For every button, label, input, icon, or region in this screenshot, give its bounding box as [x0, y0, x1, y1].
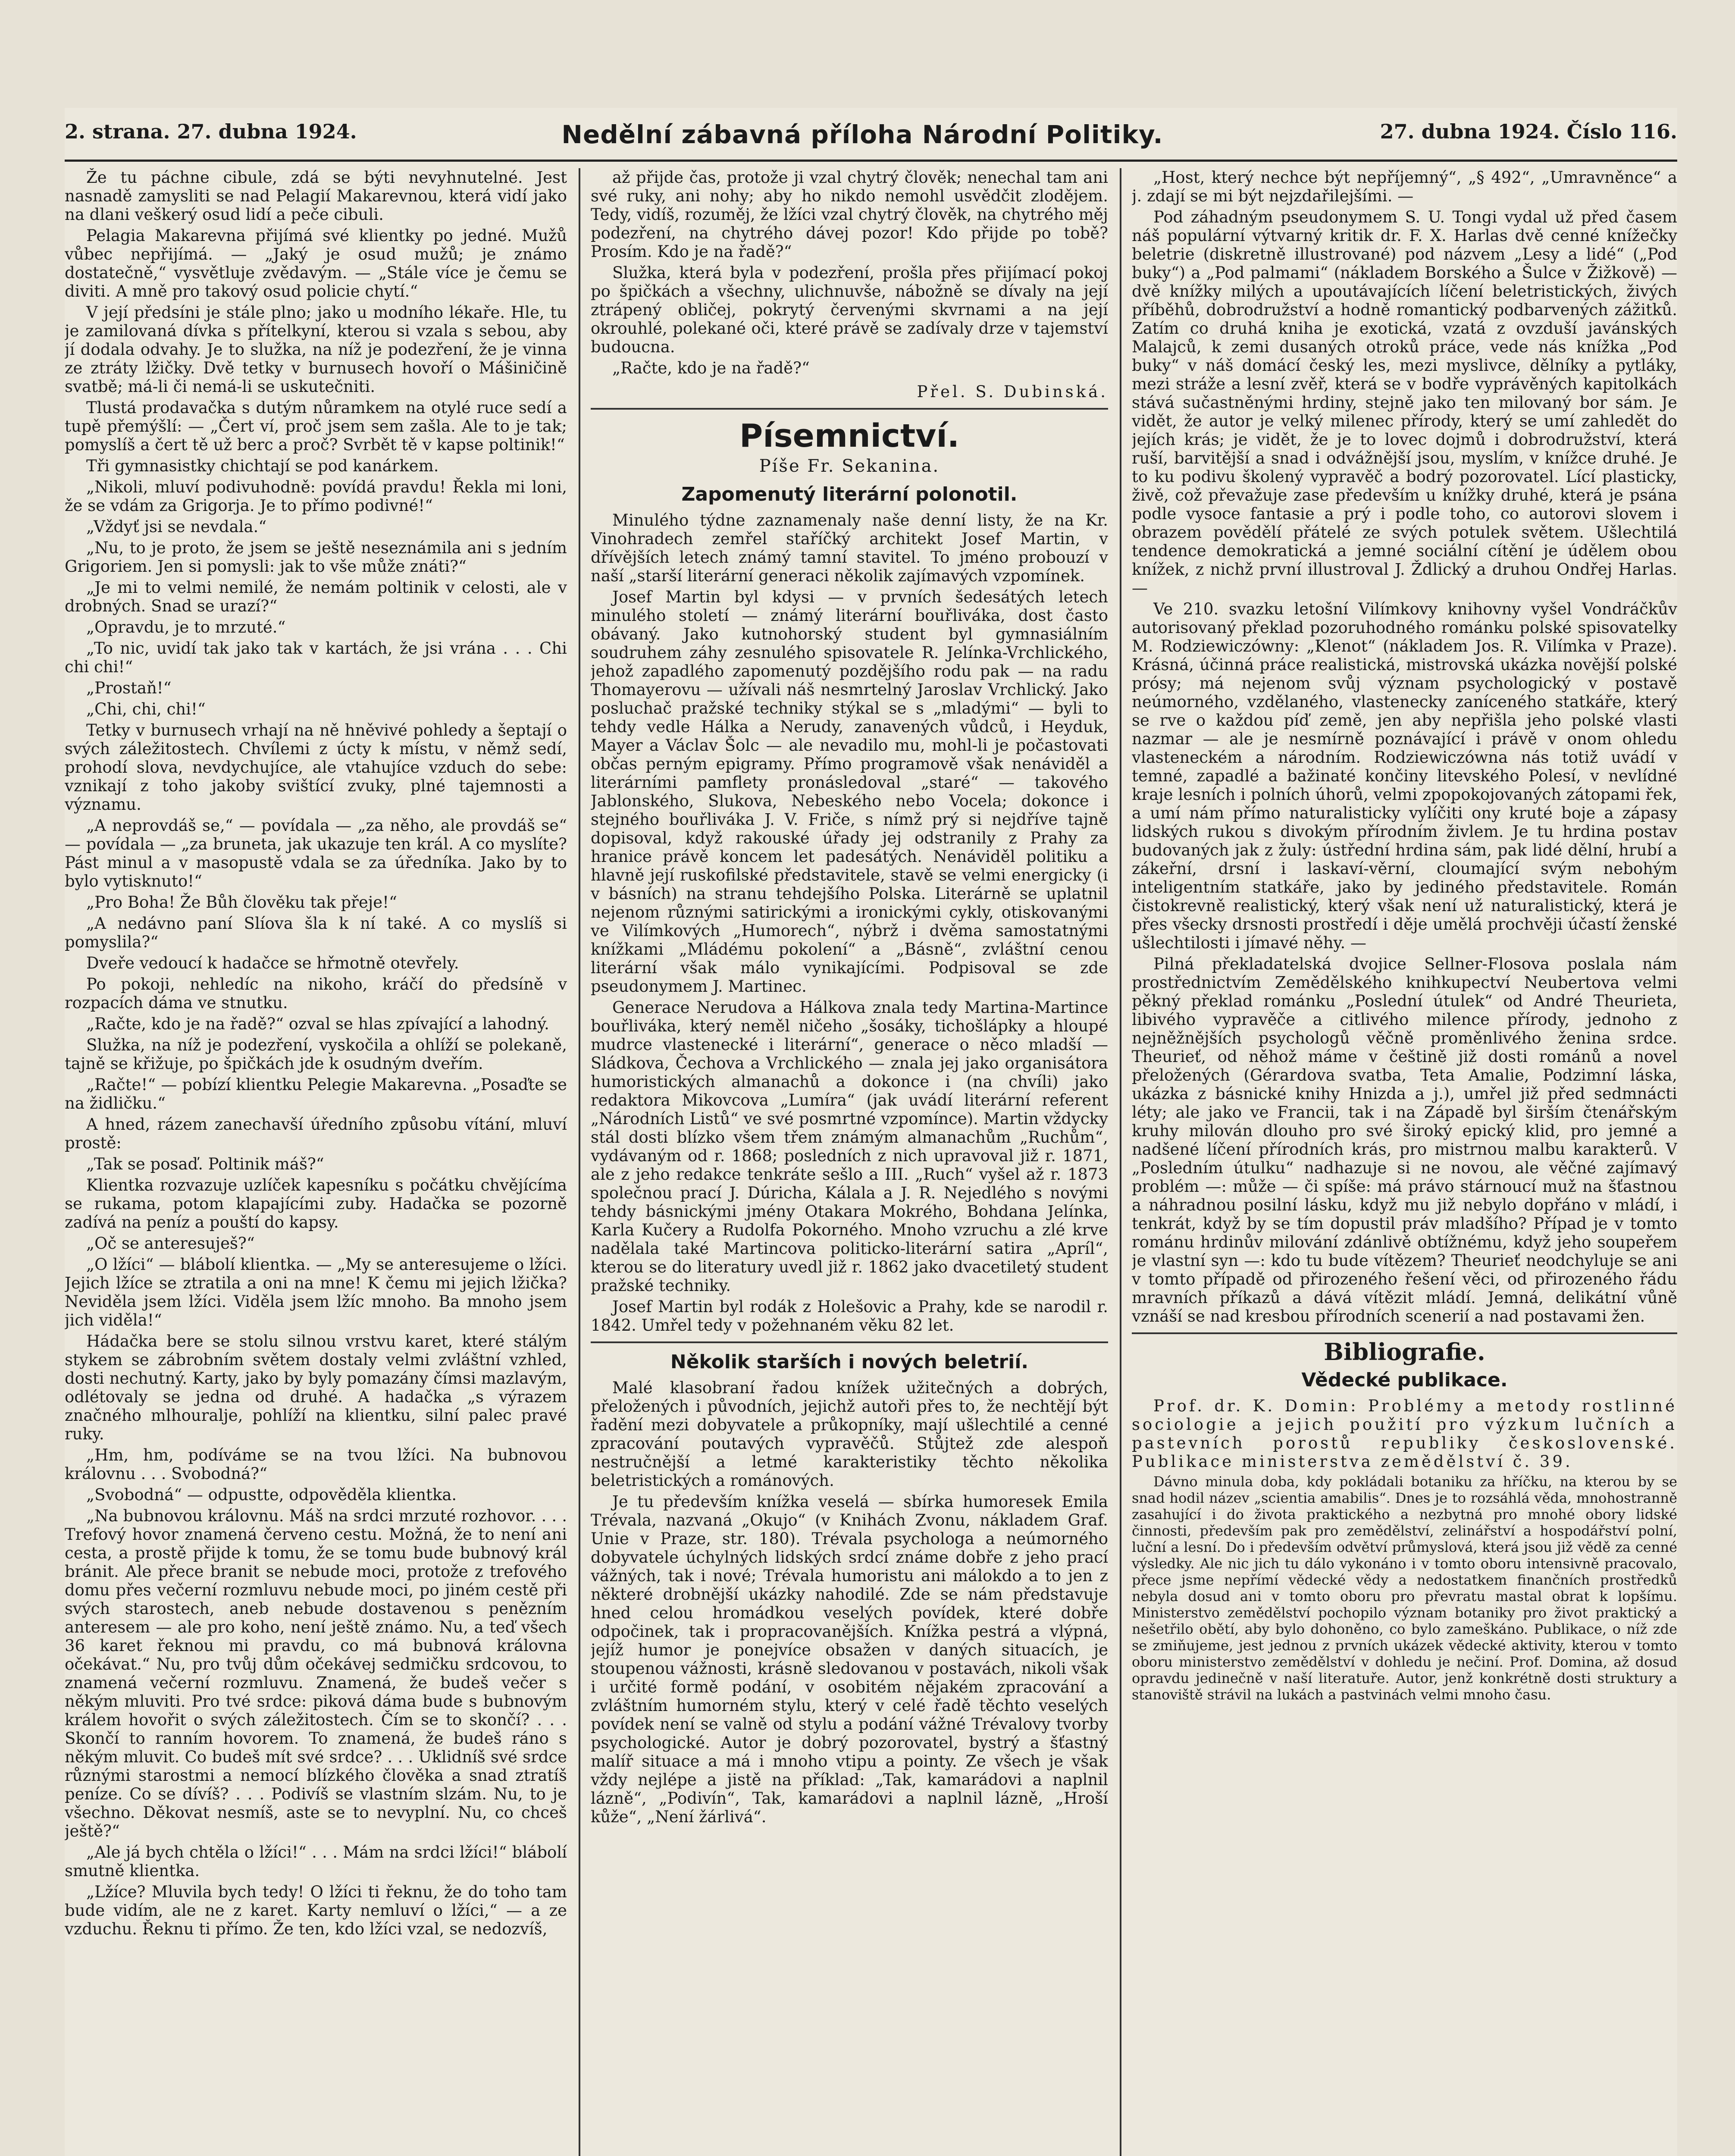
paragraph: „Je mi to velmi nemilé, že nemám poltinik v celosti, ale v drobných. Snad se urazí?“	[65, 578, 567, 615]
paragraph: „Vždyť jsi se nevdala.“	[86, 517, 267, 536]
section-byline: Píše Fr. Sekanina.	[759, 456, 940, 476]
column-literature	[591, 168, 1108, 2156]
paragraph: Pilná překladatelská dvojice Sellner-Flosova poslala nám prostřednictvím Zemědělského knihkupectví Neubertova velmi pěkný překlad románku „Poslední útulek“ od André Theurieta, libivého vypravěče a citlivého milence přírody, jednoho z nejněžnějších psychologů věčně proměnlivého ženina srdce. Theurieť, od něhož máme v češtině již dosti románů a novel přeložených (Gérardova svatba, Teta Amalie, Podzimní láska, ukázka z básnické knihy Hnizda a j.), umřel již před sedmnácti léty; ale jako ve Francii, tak i na Západě byl širším čtenářským kruhy milován dlouho pro své široký epický klid, pro jemné a nadšené líčení přírodních krás, pro mistrnou malbu karakterů. V „Posledním útulku“ nadhazuje si ne novou, ale věčné zajímavý problém —: může — či spíše: má právo stárnoucí muž na šťastnou a náhradnou posilní lásku, když mu již nebylo dopřáno v mládí, i tenkrát, když by se tím dopustil práv mladšího? Případ je v tomto románu hrdinův milování zdánlivě obtížnému, když jeho soupeřem je vlastní syn —: kdo tu bude vítězem? Theurieť neodchyluje se ani v tomto případě od přirozeného řešení věci, od přirozeného řádu mravních příkazů a dává vítězit mládí. Jemná, delikátní vůně vznáší se nad kresbou přírodních scenerií a nad postavami žen.	[1132, 955, 1677, 1326]
paragraph: Dveře vedoucí k hadačce se hřmotně otevřely.	[86, 954, 459, 972]
header-supplement-title: Nedělní zábavná příloha Národní Politiky.	[561, 120, 1163, 149]
paragraph: „Račte, kdo je na řadě?“	[612, 359, 810, 377]
paragraph: Tři gymnasistky chichtají se pod kanárkem.	[86, 457, 439, 475]
article-title: Zapomenutý literární polonotil.	[681, 483, 1018, 505]
column-story	[65, 168, 567, 2156]
paragraph: Že tu páchne cibule, zdá se býti nevyhnutelné. Jest nasnadě zamysliti se nad Pelagií Makarevnou, která vidí jako na dlani veškerý osud lidí a peče cibuli.	[65, 168, 567, 224]
column-divider-1	[579, 168, 580, 2156]
paragraph: „O lžíci“ — blábolí klientka. — „My se anteresujeme o lžíci. Jejich lžíce se ztratila a oni na mne! K čemu mi jejich lžička? Neviděla jsem lžíci. Viděla jsem lžíc mnoho. Ba mnoho jsem jich viděla!“	[65, 1255, 567, 1329]
column-reviews	[1132, 168, 1677, 2156]
paragraph: „Hm, hm, podíváme se na tvou lžíci. Na bubnovou královnu . . . Svobodná?“	[65, 1446, 567, 1483]
paragraph: „Chi, chi, chi!“	[86, 700, 206, 718]
paragraph: „Opravdu, je to mrzuté.“	[86, 618, 286, 636]
paragraph: „Prostaň!“	[86, 679, 172, 697]
section-title: Písemnictví.	[739, 417, 959, 454]
header-page-date: 2. strana. 27. dubna 1924.	[65, 120, 357, 143]
paragraph: Je tu především knížka veselá — sbírka humoresek Emila Trévala, nazvaná „Okujo“ (v Knihách Zvonu, nákladem Graf. Unie v Praze, str. 180). Trévala psychologa a neúmorného dobyvatele úchylných lidských srdcí známe dobře z jeho prací vážných, tak i nové; Trévala humoristu ani málokdo a to jen z některé drobnější ukázky nahodilé. Zde se nám představuje hned celou hromádkou veselých povídek, které dobře odpočinek, tak i propracovanějších. Knížka pestrá a vlýpná, jejíž humor je ponejvíce obsažen v daných situacích, je stoupenou vážnosti, krásně sledovanou v postavách, nikoli však i určité formě podání, v osobitém nějakém zpracování a zvláštním humorném stylu, který v celé řadě těchto veselých povídek není se valně od stylu a podání vážné Trévalovy tvorby psychologické. Autor je dobrý pozorovatel, bystrý a šťastný malíř situace a má i mnoho vtipu a pointy. Ze všech je však vždy nejlépe a jistě na příklad: „Tak, kamarádovi a naplnil lázně“, „Podivín“, Tak, kamarádovi a naplnil lázně, „Hroší kůže“, „Není žárlivá“.	[591, 1492, 1108, 1826]
paragraph: Hádačka bere se stolu silnou vrstvu karet, které stálým stykem se zábrobním světem dostaly velmi zvláštní vzhled, dosti nechutný. Karty, jako by byly pomazány čímsi mazlavým, odlétovaly se jedna od druhé. A hadačka „s výrazem značného mlhouralje, pohlíží na klientku, silní palec pravé ruky.	[65, 1332, 567, 1443]
section-separator	[591, 408, 1108, 410]
paragraph: „To nic, uvidí tak jako tak v kartách, že jsi vrána . . . Chi chi chi!“	[65, 639, 567, 676]
paragraph: Po pokoji, nehledíc na nikoho, kráčí do předsíně v rozpacích dáma ve stnutku.	[65, 975, 567, 1012]
newspaper-page	[65, 108, 1677, 2156]
article-title: Několik starších i nových beletrií.	[670, 1351, 1029, 1373]
bibliography-subtitle: Vědecké publikace.	[1301, 1369, 1508, 1391]
paragraph: „Račte, kdo je na řadě?“ ozval se hlas zpívající a lahodný.	[86, 1015, 549, 1033]
translator-signature: Přel. S. Dubinská.	[917, 382, 1108, 401]
paragraph: až přijde čas, protože ji vzal chytrý člověk; nenechal tam ani své ruky, ani nohy; aby ho nikdo nemohl usvědčit zlodějem. Tedy, vidíš, rozuměj, že lžíci vzal chytrý člověk, na chytrého měj podezření, na chytrého dávej pozor! Kdo přijde po tobě? Prosím. Kdo je na řadě?“	[591, 168, 1108, 261]
paragraph: „Svobodná“ — odpustte, odpověděla klientka.	[86, 1485, 457, 1504]
paragraph: V její předsíni je stále plno; jako u modního lékaře. Hle, tu je zamilovaná dívka s přítelkyní, kterou si vzala s sebou, aby jí dodala odvahy. Je to služka, na níž je podezření, že je vinna ze ztráty lžičky. Dvě tetky v burnusech hovoří o Mášiničině svatbě; má-li či nemá-li se uskutečniti.	[65, 303, 567, 396]
paragraph: Služka, na níž je podezření, vyskočila a ohlíží se polekaně, tajně se křižuje, po špičkách jde k osudným dveřím.	[65, 1036, 567, 1073]
bibliography-entry: Prof. dr. K. Domin: Problémy a metody rostlinné sociologie a jejich použití pro výzkum lučních a pastevních porostů republiky československé. Publikace ministerstva zemědělství č. 39.	[1132, 1397, 1677, 1471]
paragraph: Malé klasobraní řadou knížek užitečných a dobrých, přeložených i původních, jejichž autoři přes to, že nechtějí být řadění mezi dobyvatele a průkopníky, mají ušlechtilé a cenné zpracování poutavých vypravěčů. Stůjtež zde alespoň nestručnější a letmé karakteristiky těchto několika beletristických a románových.	[591, 1379, 1108, 1490]
paragraph: „Host, který nechce být nepříjemný“, „§ 492“, „Umravněnce“ a j. zdají se mi být nejzdařilejšími. —	[1132, 168, 1677, 205]
paragraph: „Lžíce? Mluvila bych tedy! O lžíci ti řeknu, že do toho tam bude vidím, ale ne z karet. Karty nemluví o lžíci,“ — a ze vzduchu. Řeknu ti přímo. Že ten, kdo lžíci vzal, se nedozvíš,	[65, 1883, 567, 1938]
bibliography-title: Bibliografie.	[1324, 1338, 1485, 1366]
paragraph: Klientka rozvazuje uzlíček kapesníku s počátku chvějícíma se rukama, potom klapajícími zuby. Hadačka se pozorně zadívá na peníz a pouští do kapsy.	[65, 1176, 567, 1232]
paragraph: „Ale já bych chtěla o lžíci!“ . . . Mám na srdci lžíci!“ blábolí smutně klientka.	[65, 1843, 567, 1880]
paragraph: Služka, která byla v podezření, prošla přes přijímací pokoj po špičkách a všechny, ulichnuvše, nábožně se dívaly na její ztrápený obličej, pokrytý červenými skvrnami a na její okrouhlé, polekané oči, které právě se zadívaly drze v tajemství budoucna.	[591, 263, 1108, 356]
column-divider-2	[1120, 168, 1121, 2156]
paragraph: Minulého týdne zaznamenaly naše denní listy, že na Kr. Vinohradech zemřel staříčký architekt Josef Martin, v dřívějších letech známý tamní stavitel. To jméno probouzí v naší „starší literární generaci několik zajímavých vzpomínek.	[591, 511, 1108, 585]
paragraph: Tlustá prodavačka s dutým nůramkem na otylé ruce sedí a tupě přemýšlí: — „Čert ví, proč jsem sem zašla. Ale to je tak; pomyslíš a čert tě už berc a proč? Svrbět tě v kapse poltinik!“	[65, 398, 567, 454]
header-issue-number: 27. dubna 1924. Číslo 116.	[1380, 120, 1677, 143]
paragraph: Josef Martin byl rodák z Holešovic a Prahy, kde se narodil r. 1842. Umřel tedy v požehnaném věku 82 let.	[591, 1297, 1108, 1335]
paragraph: Tetky v burnusech vrhají na ně hněvivé pohledy a šeptají o svých záležitostech. Chvílemi z úcty k místu, v němž sedí, prohodí slova, nevdychujíce, ale vtahujíce vzduch do sebe: vznikají z toho jakoby svištící zvuky, plné tajemnosti a významu.	[65, 721, 567, 814]
paragraph: „Pro Boha! Že Bůh člověku tak přeje!“	[86, 893, 397, 912]
paragraph: Ve 210. svazku letošní Vilímkovy knihovny vyšel Vondráčkův autorisovaný překlad pozoruhodného románku polské spisovatelky M. Rodziewiczówny: „Klenot“ (nákladem Jos. R. Vilímka v Praze). Krásná, účinná práce realistická, mistrovská ukázka novější polské prósy; má nejenom svůj význam psychologický v postavě neúmorného, vzdělaného, vlastenecky zaníceného statkáře, který se rve o každou píď země, jen aby nepřišla jeho polské vlasti nazmar — ale je nesmírně poznávající i právě v onom ohledu vlasteneckém a národním. Rodziewiczówna nás totiž uvádí v temné, zapadlé a bažinaté končiny litevského Polesí, v nevlídné kraje lesních i polních úhorů, velmi zpopokojovaných zátopami řek, a umí nám přímo naturalisticky vylíčiti ony kruté boje a zápasy lidských rukou s divokým přírodním živlem. Je tu hrdina postav budovaných jak z žuly: ústřední hrdina sám, pak lidé dělní, hrubí a zákeřní, drsní i laskaví-věrní, cloumající svým nebohým inteligentním statkáře, jako by jediného představitele. Román čistokrevně realistický, který však není už naturalistický, která je přes všecky drsnosti prostředí i děje umělá prochvěji účastí ženské ušlechtilosti i jímavé něhy. —	[1132, 600, 1677, 952]
paragraph: „Nikoli, mluví podivuhodně: povídá pravdu! Řekla mi loni, že se vdám za Grigorja. Je to přímo podivné!“	[65, 478, 567, 515]
paragraph: „Na bubnovou královnu. Máš na srdci mrzuté rozhovor. . . . Trefový hovor znamená červeno cestu. Možná, že to není ani cesta, a prostě přijde k tomu, že se tomu bude bubnový král bránit. Ale přece branit se nebude moci, protože z trefového domu přes večerní rozmluvu nebude moci, po jiném cestě při svých starostech, aneb nebude dostavenou s penězním anteresem — ale pro koho, není ještě známo. Nu, a teď všech 36 karet řeknou mi pravdu, co má bubnová královna očekávat.“ Nu, pro tvůj dům očekávej sedmičku srdcovou, to znamená večerní rozmluvu. Znamená, že budeš večer s někým mluviti. Pro tvé srdce: piková dáma bude s bubnovým králem hovořit o svých záležitostech. Čím se to skončí? . . . Skončí to ranním hovorem. To znamená, že budeš ráno s někým mluvit. Co budeš mít své srdce? . . . Uklidníš své srdce různými starostmi a nemocí blízkého člověka a snad ztratíš peníze. Co se dívíš? . . . Podivíš se vlastním slzám. Nu, to je všechno. Děkovat nesmíš, aste se to nevyplní. Nu, co chceš ještě?“	[65, 1507, 567, 1840]
paragraph: Generace Nerudova a Hálkova znala tedy Martina-Martince bouřliváka, který neměl ničeho „šosáky, tichošlápky a hloupé mudrce vlastenecké i literární“, generace o něco mladší — Sládkova, Čechova a Vrchlického — znala jej jako organisátora humoristických almanachů a dokonce i (na chvíli) jako redaktora Mikovcova „Lumíra“ (jak uvádí literární referent „Národních Listů“ ve své posmrtné vzpomínce). Martin vždycky stál dosti blízko všem třem známým almanachům „Ruchům“, vydávaným od r. 1868; posledních z nich upravoval již r. 1871, ale z jeho redakce tenkráte sešlo a III. „Ruch“ vyšel až r. 1873 společnou prací J. Dúricha, Kálala a J. R. Nejedlého s novými tehdy básnickými jmény Otakara Mokrého, Bohdana Jelínka, Karla Kučery a Rudolfa Pokorného. Mnoho vzruchu a zlé krve nadělala také Martincova politicko-literární satira „Apríl“, kterou se do literatury uvedl již r. 1862 jako dvacetiletý student pražské techniky.	[591, 998, 1108, 1295]
article-separator	[591, 1341, 1108, 1343]
paragraph: Pod záhadným pseudonymem S. U. Tongi vydal už před časem náš populární výtvarný kritik dr. F. X. Harlas dvě cenné knížečky beletrie (diskretně illustrované) pod názvem „Lesy a lidé“ („Pod buky“) a „Pod palmami“ (nákladem Borského a Šulce v Žižkově) — dvě knížky milých a upoutávajících líčení beletristických, živých příběhů, dobrodružství a hodně romantický podbarvených zážitků. Zatím co druhá kniha je exotická, vzatá z ovzduší javánských Malajců, k zemi dusaných otroků práce, vede nás knížka „Pod buky“ v náš domácí český les, mezi myslivce, dělníky a pytláky, mezi stráže a lesní zvěř, která se v bodře vyprávěných kapitolkách stává sučastněnými hrdiny, stejně jako ten milovaný bor sám. Je vidět, že autor je velký milenec přírody, který se umí zahledět do jejích krás; je vidět, že je to lovec dojmů i dobrodružství, která ruší, barvitější a snad i odvážnější jsou, myslím, v knížce druhé. Je to ku podivu školený vypravěč a bodrý pozorovatel. Lící plasticky, živě, což převažuje zase především u knížky druhé, která je psána podle vysoce fantasie a prý i podle toho, co autorovi slovem i obrazem povědělí přátelé ze svých potulek světem. Ušlechtilá tendence demokratická a jemné sociální cítění je údělem obou knížek, z nichž první illustroval J. Ždlický a druhou Ondřej Harlas. —	[1132, 208, 1677, 597]
paragraph: Dávno minula doba, kdy pokládali botaniku za hříčku, na kterou by se snad hodil název „scientia amabilis“. Dnes je to rozsáhlá věda, mnohostranně zasahující i do života praktického a nezbytná pro mnohé obory lidské činnosti, především pak pro zemědělství, zelinářství a hospodářství polní, luční a lesní. Do i především odvětví průmyslová, která jsou již vědě za cenné výsledky. Ale nic jich tu dálo vykonáno i v tomto oboru intensivně pracovalo, přece jsme nepřímí vědecké vědy a nedostatkem finančních prostředků nebyla dosud ani v tomto oboru pro převratu mastal obrat k lopšímu. Ministerstvo zemědělství pochopilo význam botaniky pro život praktický a nešetřilo obětí, aby bylo dohoněno, co bylo zameškáno. Publikace, o níž zde se zmiňujeme, jest jednou z prvních ukázek vědecké aktivity, kterou v tomto oboru ministerstvo zemědělství v dohledu je nečiní. Prof. Domina, až dosud opravdu jedinečně v naší literatuře. Autor, jenž konkrétně dosti struktury a stanoviště strávil na lukách a pastvinách velmi mnoho času.	[1132, 1473, 1677, 1703]
paragraph: „Nu, to je proto, že jsem se ještě neseznámila ani s jedním Grigoriem. Jen si pomysli: jak to vše může znáti?“	[65, 539, 567, 576]
paragraph: Pelagia Makarevna přijímá své klientky po jedné. Mužů vůbec nepřijímá. — „Jaký je osud mužů; je známo dostatečně,“ vysvětluje zvědavým. — „Stále více je čemu se diviti. A mně pro takový osud policie chytí.“	[65, 226, 567, 301]
paragraph: „Račte!“ — pobízí klientku Pelegie Makarevna. „Posaďte se na židličku.“	[65, 1075, 567, 1112]
paragraph: „A nedávno paní Slíova šla k ní také. A co myslíš si pomyslila?“	[65, 914, 567, 951]
paragraph: „A neprovdáš se,“ — povídala — „za něho, ale provdáš se“ — povídala — „za bruneta, jak ukazuje ten král. A co myslíte? Pást minul a v masopustě vdala se za úředníka. Jako by to bylo vytisknuto!“	[65, 816, 567, 890]
paragraph: „Oč se anteresuješ?“	[86, 1234, 255, 1253]
paragraph: Josef Martin byl kdysi — v prvních šedesátých letech minulého století — známý literární bouřliváka, dost často obávaný. Jako kutnohorský student byl gymnasiálním soudruhem záhy zesnulého spisovatele R. Jelínka-Vrchlického, jehož zapadlého zapomenutý pozdějšího rodu pak — na radu Thomayerovu — užívali náš nesmrtelný Jaroslav Vrchlický. Jako posluchač pražské techniky stýkal se s „mladými“ — byli to tehdy vedle Hálka a Nerudy, zanavených vůdců, i Heyduk, Mayer a Václav Šolc — ale nevadilo mu, mohl-li je počastovati občas perným epigramy. Přímo programově však nenáviděl a literárními pamflety pronásledoval „staré“ — takového Jablonského, Slukova, Nebeského nebo Vocela; dokonce i stejného bouřliváka J. V. Friče, s nímž prý si nejdříve tajně dopisoval, když rakouské úřady jej odstranily z Prahy za hranice právě koncem let padesátých. Nenáviděl politiku a hlavně její ruskofilské představitele, stavě se velmi energicky (i v básních) na stranu tehdejšího Polska. Literárně se uplatnil nejenom různými satirickými a ironickými cykly, otiskovanými ve Vilímkových „Humorech“, nýbrž i dvěma samostatnými knížkami „Mládému pokolení“ a „Básně“, zvláštní cenou literární však málo vynikajícími. Podpisoval se zde pseudonymem J. Martinec.	[591, 588, 1108, 996]
paragraph: A hned, rázem zanechavší úředního způsobu vítání, mluví prostě:	[65, 1115, 567, 1152]
section-separator	[1132, 1332, 1677, 1334]
page-header	[65, 108, 1677, 162]
paragraph: „Tak se posaď. Poltinik máš?“	[86, 1155, 324, 1173]
